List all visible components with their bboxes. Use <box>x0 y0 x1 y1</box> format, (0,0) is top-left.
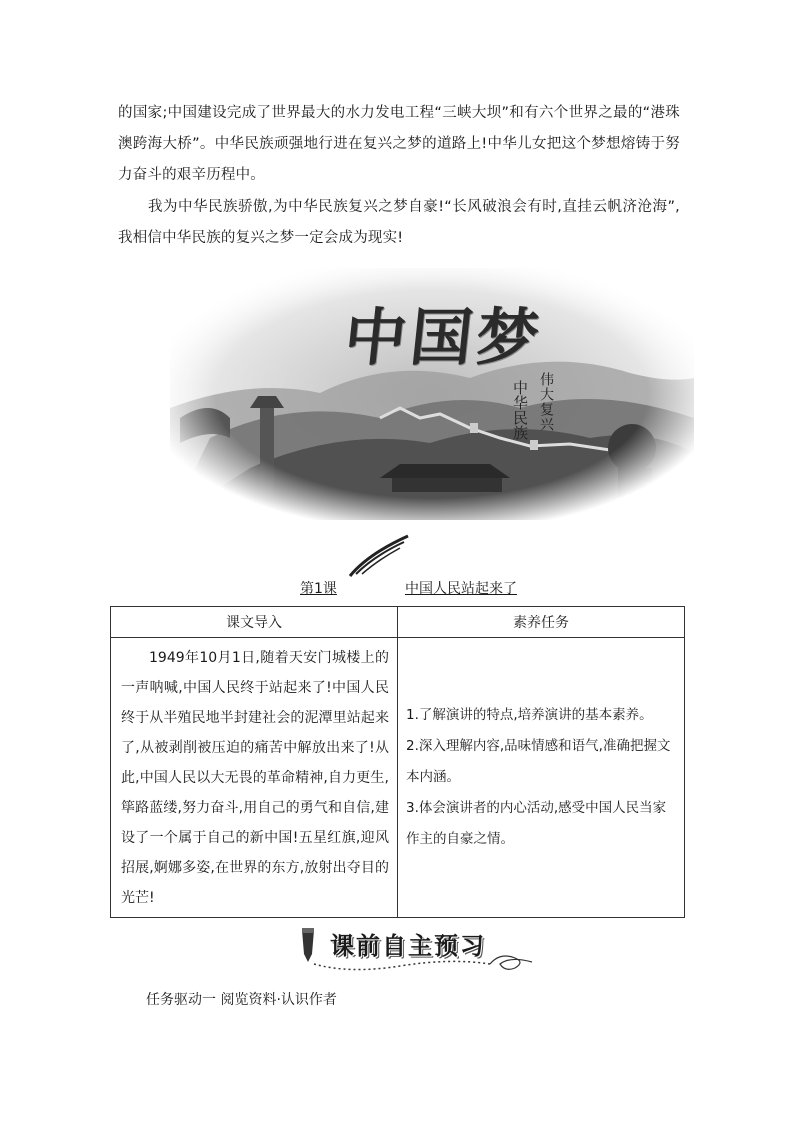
banner-subtitle-rejuvenation: 伟大复兴 <box>538 372 554 432</box>
lesson-title: 中国人民站起来了 <box>405 581 517 597</box>
header-text-introduction: 课文导入 <box>111 607 398 638</box>
quill-ornament-icon <box>348 534 410 578</box>
text-introduction-cell: 1949年10月1日,随着天安门城楼上的一声呐喊,中国人民终于站起来了!中国人民终于从半殖民地半封建社会的泥潭里站起来了,从被剥削被压迫的痛苦中解放出来了!从此,中国人民以大无畏的革命精神,自力更生,筚路蓝缕,努力奋斗,用自己的勇气和自信,建设了一个属于自己的新中国!五星红旗,迎风招展,婀娜多姿,在世界的东方,放射出夺目的光芒! <box>111 638 398 918</box>
banner-subtitle-nation: 中华民族 <box>511 380 529 440</box>
task-item: 1.了解演讲的特点,培养演讲的基本素养。 <box>406 707 653 723</box>
literacy-tasks-cell <box>398 638 685 918</box>
section-title-preview: 课前自主预习 <box>330 932 486 960</box>
task-item: 3.体会演讲者的内心活动,感受中国人民当家作主的自豪之情。 <box>406 800 667 847</box>
table-header-row <box>111 607 685 638</box>
lesson-number: 第1课 <box>300 581 337 597</box>
banner-title: 中国梦 <box>340 301 547 374</box>
lesson-overview-table <box>110 606 685 918</box>
table-row <box>111 638 685 918</box>
china-dream-banner-image <box>170 268 694 520</box>
paragraph-continued: 的国家;中国建设完成了世界最大的水力发电工程“三峡大坝”和有六个世界之最的“港珠澳跨海大桥”。中华民族顽强地行进在复兴之梦的道路上!中华儿女把这个梦想熔铸于努力奋斗的艰辛历程中。 <box>118 105 680 183</box>
task-driver-line: 任务驱动一 阅览资料·认识作者 <box>146 992 337 1008</box>
task-item: 2.深入理解内容,品味情感和语气,准确把握文本内涵。 <box>406 738 671 785</box>
dotted-swirl-decoration <box>310 948 540 974</box>
paragraph-pride: 我为中华民族骄傲,为中华民族复兴之梦自豪!“长风破浪会有时,直挂云帆济沧海”,我相信中华民族的复兴之梦一定会成为现实! <box>118 199 680 246</box>
header-literacy-tasks: 素养任务 <box>398 607 685 638</box>
